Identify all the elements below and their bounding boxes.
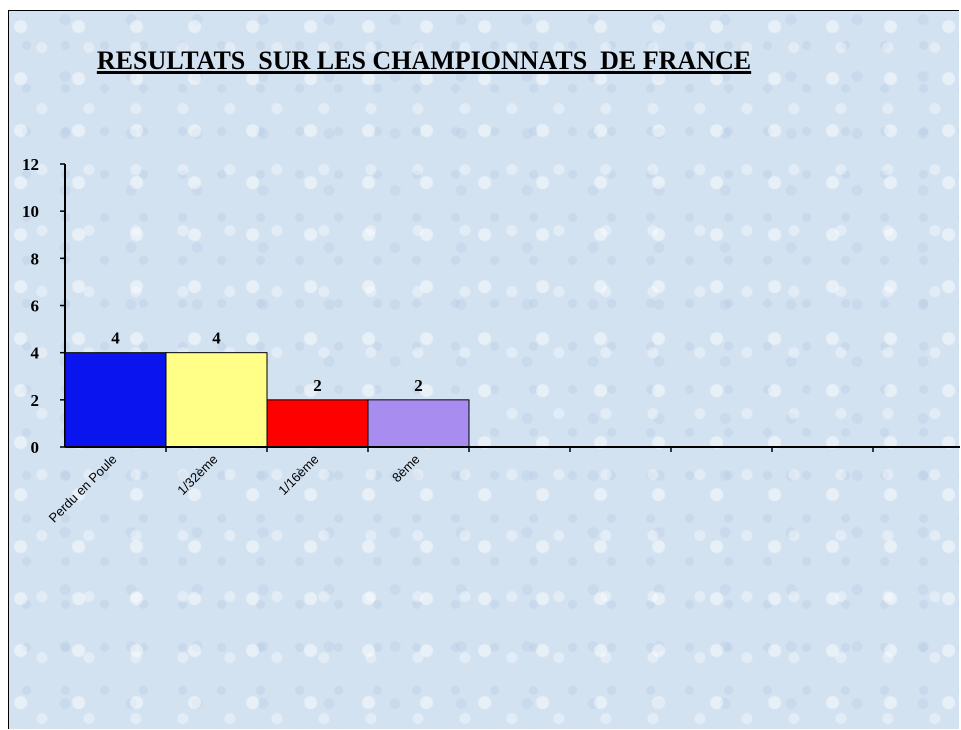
- y-tick-label: 4: [30, 343, 39, 363]
- chart-frame: [8, 10, 959, 729]
- bar-data-label: 4: [111, 328, 120, 348]
- y-tick-label: 2: [30, 390, 39, 410]
- x-category-label: 1/32ème: [174, 451, 221, 498]
- y-tick-label: 0: [30, 438, 39, 457]
- bar-chart: [9, 11, 960, 730]
- x-category-label: 1/16ème: [275, 451, 322, 498]
- y-tick-label: 8: [30, 249, 39, 269]
- chart-title: RESULTATS SUR LES CHAMPIONNATS DE FRANCE: [96, 46, 752, 75]
- bar: [267, 400, 368, 447]
- bar: [166, 353, 267, 447]
- plot-area: [22, 155, 960, 525]
- bar: [368, 400, 469, 447]
- bar-data-label: 4: [212, 328, 221, 348]
- y-tick-label: 6: [30, 296, 39, 316]
- bar: [65, 353, 166, 447]
- y-tick-label: 10: [22, 202, 39, 222]
- x-category-label: 8ème: [389, 451, 423, 486]
- y-tick-label: 12: [22, 155, 39, 174]
- x-category-label: Perdu en Poule: [45, 451, 120, 526]
- bar-data-label: 2: [313, 375, 322, 395]
- bar-data-label: 2: [414, 375, 423, 395]
